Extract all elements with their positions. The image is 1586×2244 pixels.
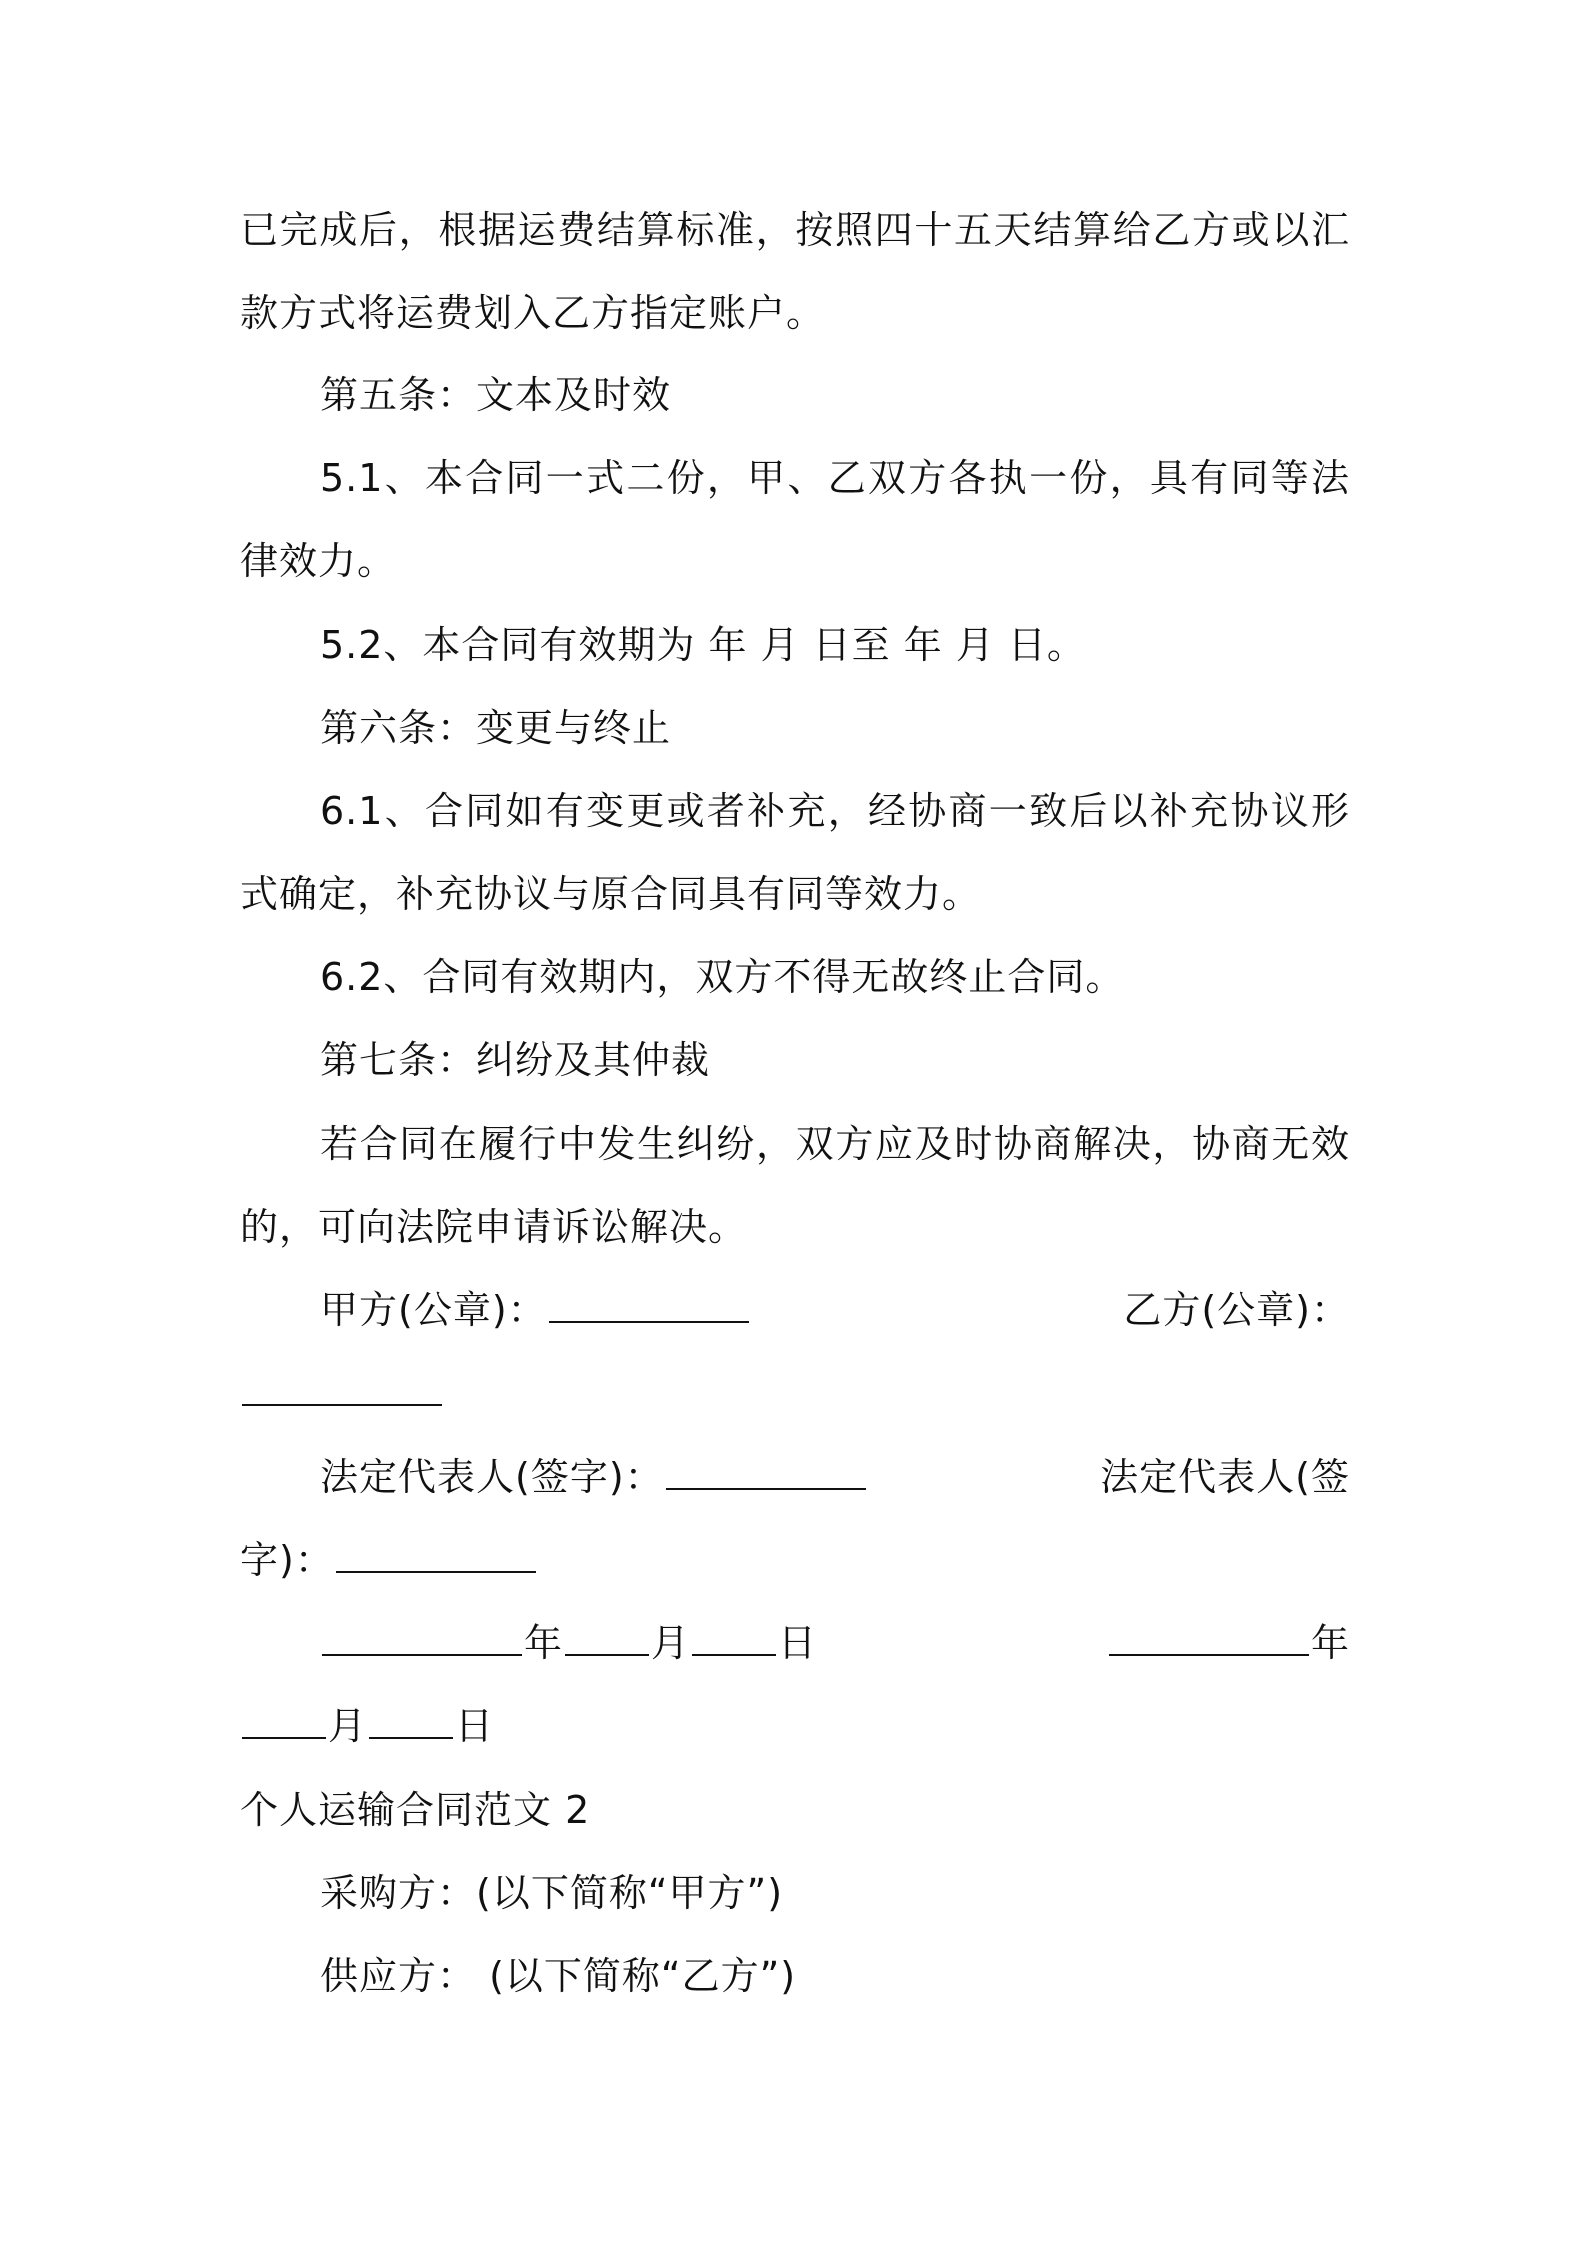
rep-a-signature-blank <box>666 1454 866 1490</box>
date-a-day-blank <box>692 1620 776 1656</box>
date-day-label: 日 <box>778 1621 818 1665</box>
paragraph-line: 已完成后，根据运费结算标准，按照四十五天结算给乙方或以汇 <box>240 208 1350 252</box>
party-a-seal-line <box>320 1285 751 1335</box>
purchaser-line: 采购方：(以下简称“甲方”) <box>320 1871 784 1915</box>
date-day-label: 日 <box>455 1704 495 1748</box>
date-a-line <box>320 1618 817 1668</box>
rep-b-signature-blank <box>336 1537 536 1573</box>
article-heading: 第五条：文本及时效 <box>320 373 672 417</box>
clause-line: 式确定，补充协议与原合同具有同等效力。 <box>240 872 982 916</box>
date-b-line-end <box>240 1701 494 1751</box>
date-b-line-start <box>1107 1618 1350 1668</box>
party-a-seal-blank <box>549 1287 749 1323</box>
clause-line: 若合同在履行中发生纠纷，双方应及时协商解决，协商无效 <box>320 1122 1350 1166</box>
date-a-year-blank <box>322 1620 522 1656</box>
party-a-seal-label: 甲方(公章)： <box>320 1288 547 1332</box>
party-b-seal-blank <box>242 1370 442 1406</box>
clause-line: 6.2、合同有效期内，双方不得无故终止合同。 <box>320 955 1125 999</box>
date-year-label: 年 <box>1310 1621 1350 1665</box>
section-title: 个人运输合同范文 2 <box>240 1788 591 1832</box>
article-heading: 第六条：变更与终止 <box>320 706 672 750</box>
date-year-label: 年 <box>524 1621 564 1665</box>
rep-b-label-start: 法定代表人(签 <box>1100 1455 1350 1499</box>
date-month-label: 月 <box>328 1704 368 1748</box>
date-a-month-blank <box>565 1620 649 1656</box>
supplier-line: 供应方： (以下简称“乙方”) <box>320 1954 797 1998</box>
rep-b-label-end: 字)： <box>240 1538 334 1582</box>
date-b-month-blank <box>242 1703 326 1739</box>
party-b-seal-line <box>240 1368 444 1418</box>
rep-a-label: 法定代表人(签字)： <box>320 1455 664 1499</box>
clause-line: 6.1、合同如有变更或者补充，经协商一致后以补充协议形 <box>320 789 1350 833</box>
article-heading: 第七条：纠纷及其仲裁 <box>320 1038 711 1082</box>
clause-line: 律效力。 <box>240 539 397 583</box>
rep-b-line <box>240 1535 538 1585</box>
paragraph-line: 款方式将运费划入乙方指定账户。 <box>240 291 826 335</box>
date-month-label: 月 <box>651 1621 691 1665</box>
date-b-day-blank <box>369 1703 453 1739</box>
date-b-year-blank <box>1109 1620 1309 1656</box>
party-b-seal-label: 乙方(公章)： <box>1123 1288 1350 1332</box>
rep-a-line <box>320 1452 868 1502</box>
clause-line: 5.1、本合同一式二份，甲、乙双方各执一份，具有同等法 <box>320 456 1350 500</box>
clause-line: 的，可向法院申请诉讼解决。 <box>240 1205 748 1249</box>
clause-line: 5.2、本合同有效期为 年 月 日至 年 月 日。 <box>320 623 1086 667</box>
